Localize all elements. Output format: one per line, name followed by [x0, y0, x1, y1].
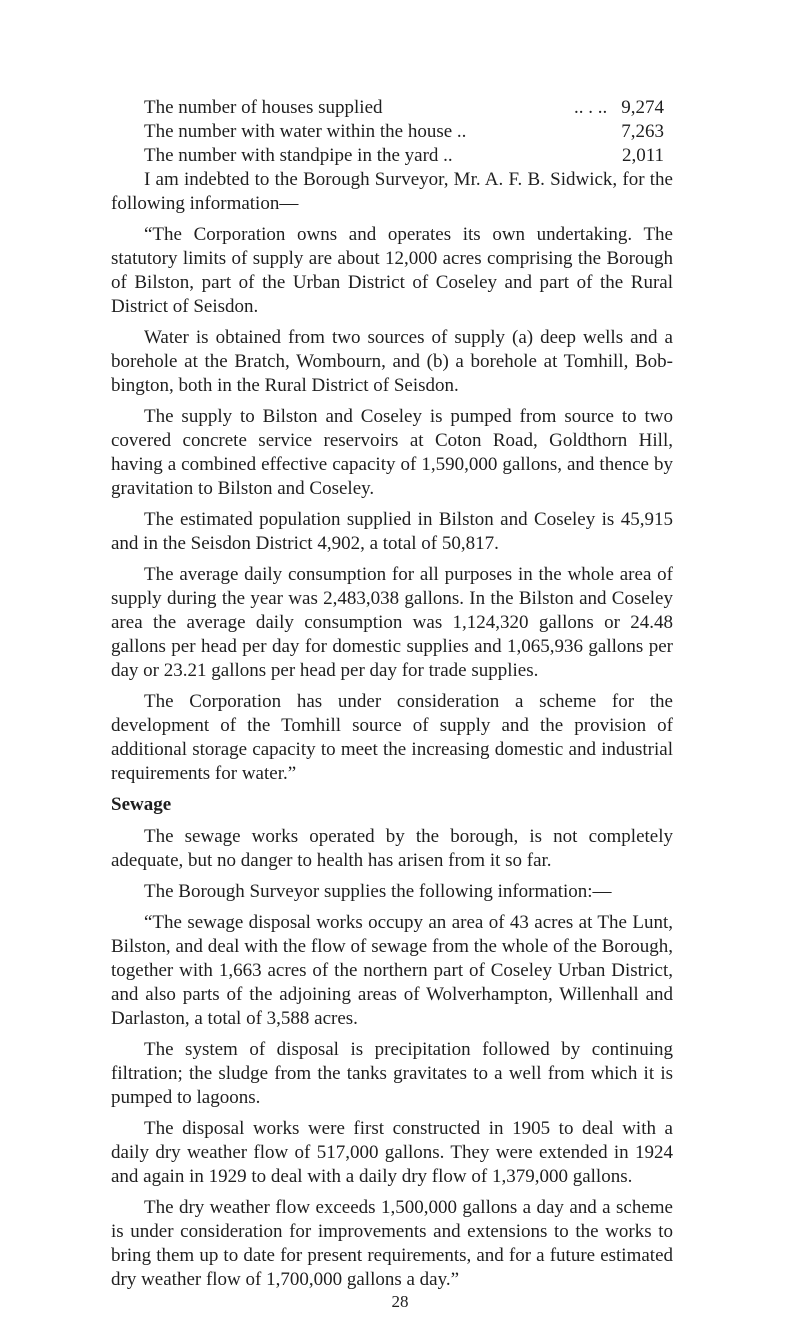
stat-label: The number with standpipe in the yard .. [144, 145, 453, 166]
paragraph: The Corporation has under consideration a scheme for the development of the Tomhill source of supply and the provision of additional storage capacity to meet the increasing domestic and industrial requirements for water.” [111, 691, 673, 784]
paragraph: The system of disposal is precipitation followed by continuing filtration; the sludge from the tanks gravitates to a well from which it is pumped to lagoons. [111, 1039, 673, 1108]
paragraph: The dry weather flow exceeds 1,500,000 gallons a day and a scheme is under consideration for improvements and extensions to the works to bring them up to date for present requirements, and for a future estimated dry weather flow of 1,700,000 gallons a day.” [111, 1197, 673, 1290]
paragraph: Water is obtained from two sources of supply (a) deep wells and a borehole at the Bratch, Wombourn, and (b) a borehole at Tomhill, Bob-bington, both in the Rural District of Seisdon. [111, 327, 673, 396]
water-supply-statistics [144, 96, 664, 168]
paragraph: The Borough Surveyor supplies the following information:— [144, 881, 612, 902]
body-text [111, 168, 673, 1299]
paragraph: “The sewage disposal works occupy an area of 43 acres at The Lunt, Bilston, and deal with the flow of sewage from the whole of the Borough, together with 1,663 acres of the northern part of Coseley Urban District, and also parts of the adjoining areas of Wolverhampton, Willenhall and Darlaston, a total of 3,588 acres. [111, 912, 673, 1029]
stat-value: 7,263 [621, 121, 664, 142]
page-number: 28 [391, 1292, 409, 1311]
stat-row [144, 96, 664, 120]
paragraph: The estimated population supplied in Bilston and Coseley is 45,915 and in the Seisdon District 4,902, a total of 50,817. [111, 509, 673, 554]
paragraph: The average daily consumption for all purposes in the whole area of supply during the year was 2,483,038 gallons. In the Bilston and Coseley area the average daily consumption was 1,124,320 gallons or 24.48 gallons per head per day for domestic supplies and 1,065,936 gallons per day or 23.21 gallons per head per day for trade supplies. [111, 564, 673, 681]
paragraph: The sewage works operated by the borough, is not completely adequate, but no danger to health has arisen from it so far. [111, 826, 673, 871]
stat-row [144, 144, 664, 168]
section-heading-sewage: Sewage [111, 794, 172, 815]
stat-row [144, 120, 664, 144]
paragraph: The supply to Bilston and Coseley is pumped from source to two covered concrete service reservoirs at Coton Road, Goldthorn Hill, having a combined effective capacity of 1,590,000 gallons, and thence by gravitation to Bilston and Coseley. [111, 406, 673, 499]
paragraph: “The Corporation owns and operates its own undertaking. The statutory limits of supply are about 12,000 acres comprising the Borough of Bilston, part of the Urban District of Coseley and part of the Rural District of Seisdon. [111, 224, 673, 317]
stat-value: 2,011 [621, 145, 664, 166]
paragraph: The disposal works were first constructed in 1905 to deal with a daily dry weather flow of 517,000 gallons. They were extended in 1924 and again in 1929 to deal with a daily dry flow of 1,379,000 gallons. [111, 1118, 673, 1187]
stat-leader-dots: .. . .. [574, 97, 608, 118]
stat-value: 9,274 [621, 97, 664, 118]
stat-label: The number of houses supplied [144, 97, 383, 118]
stat-label: The number with water within the house .. [144, 121, 467, 142]
paragraph: I am indebted to the Borough Surveyor, Mr. A. F. B. Sidwick, for the following information— [111, 169, 673, 214]
